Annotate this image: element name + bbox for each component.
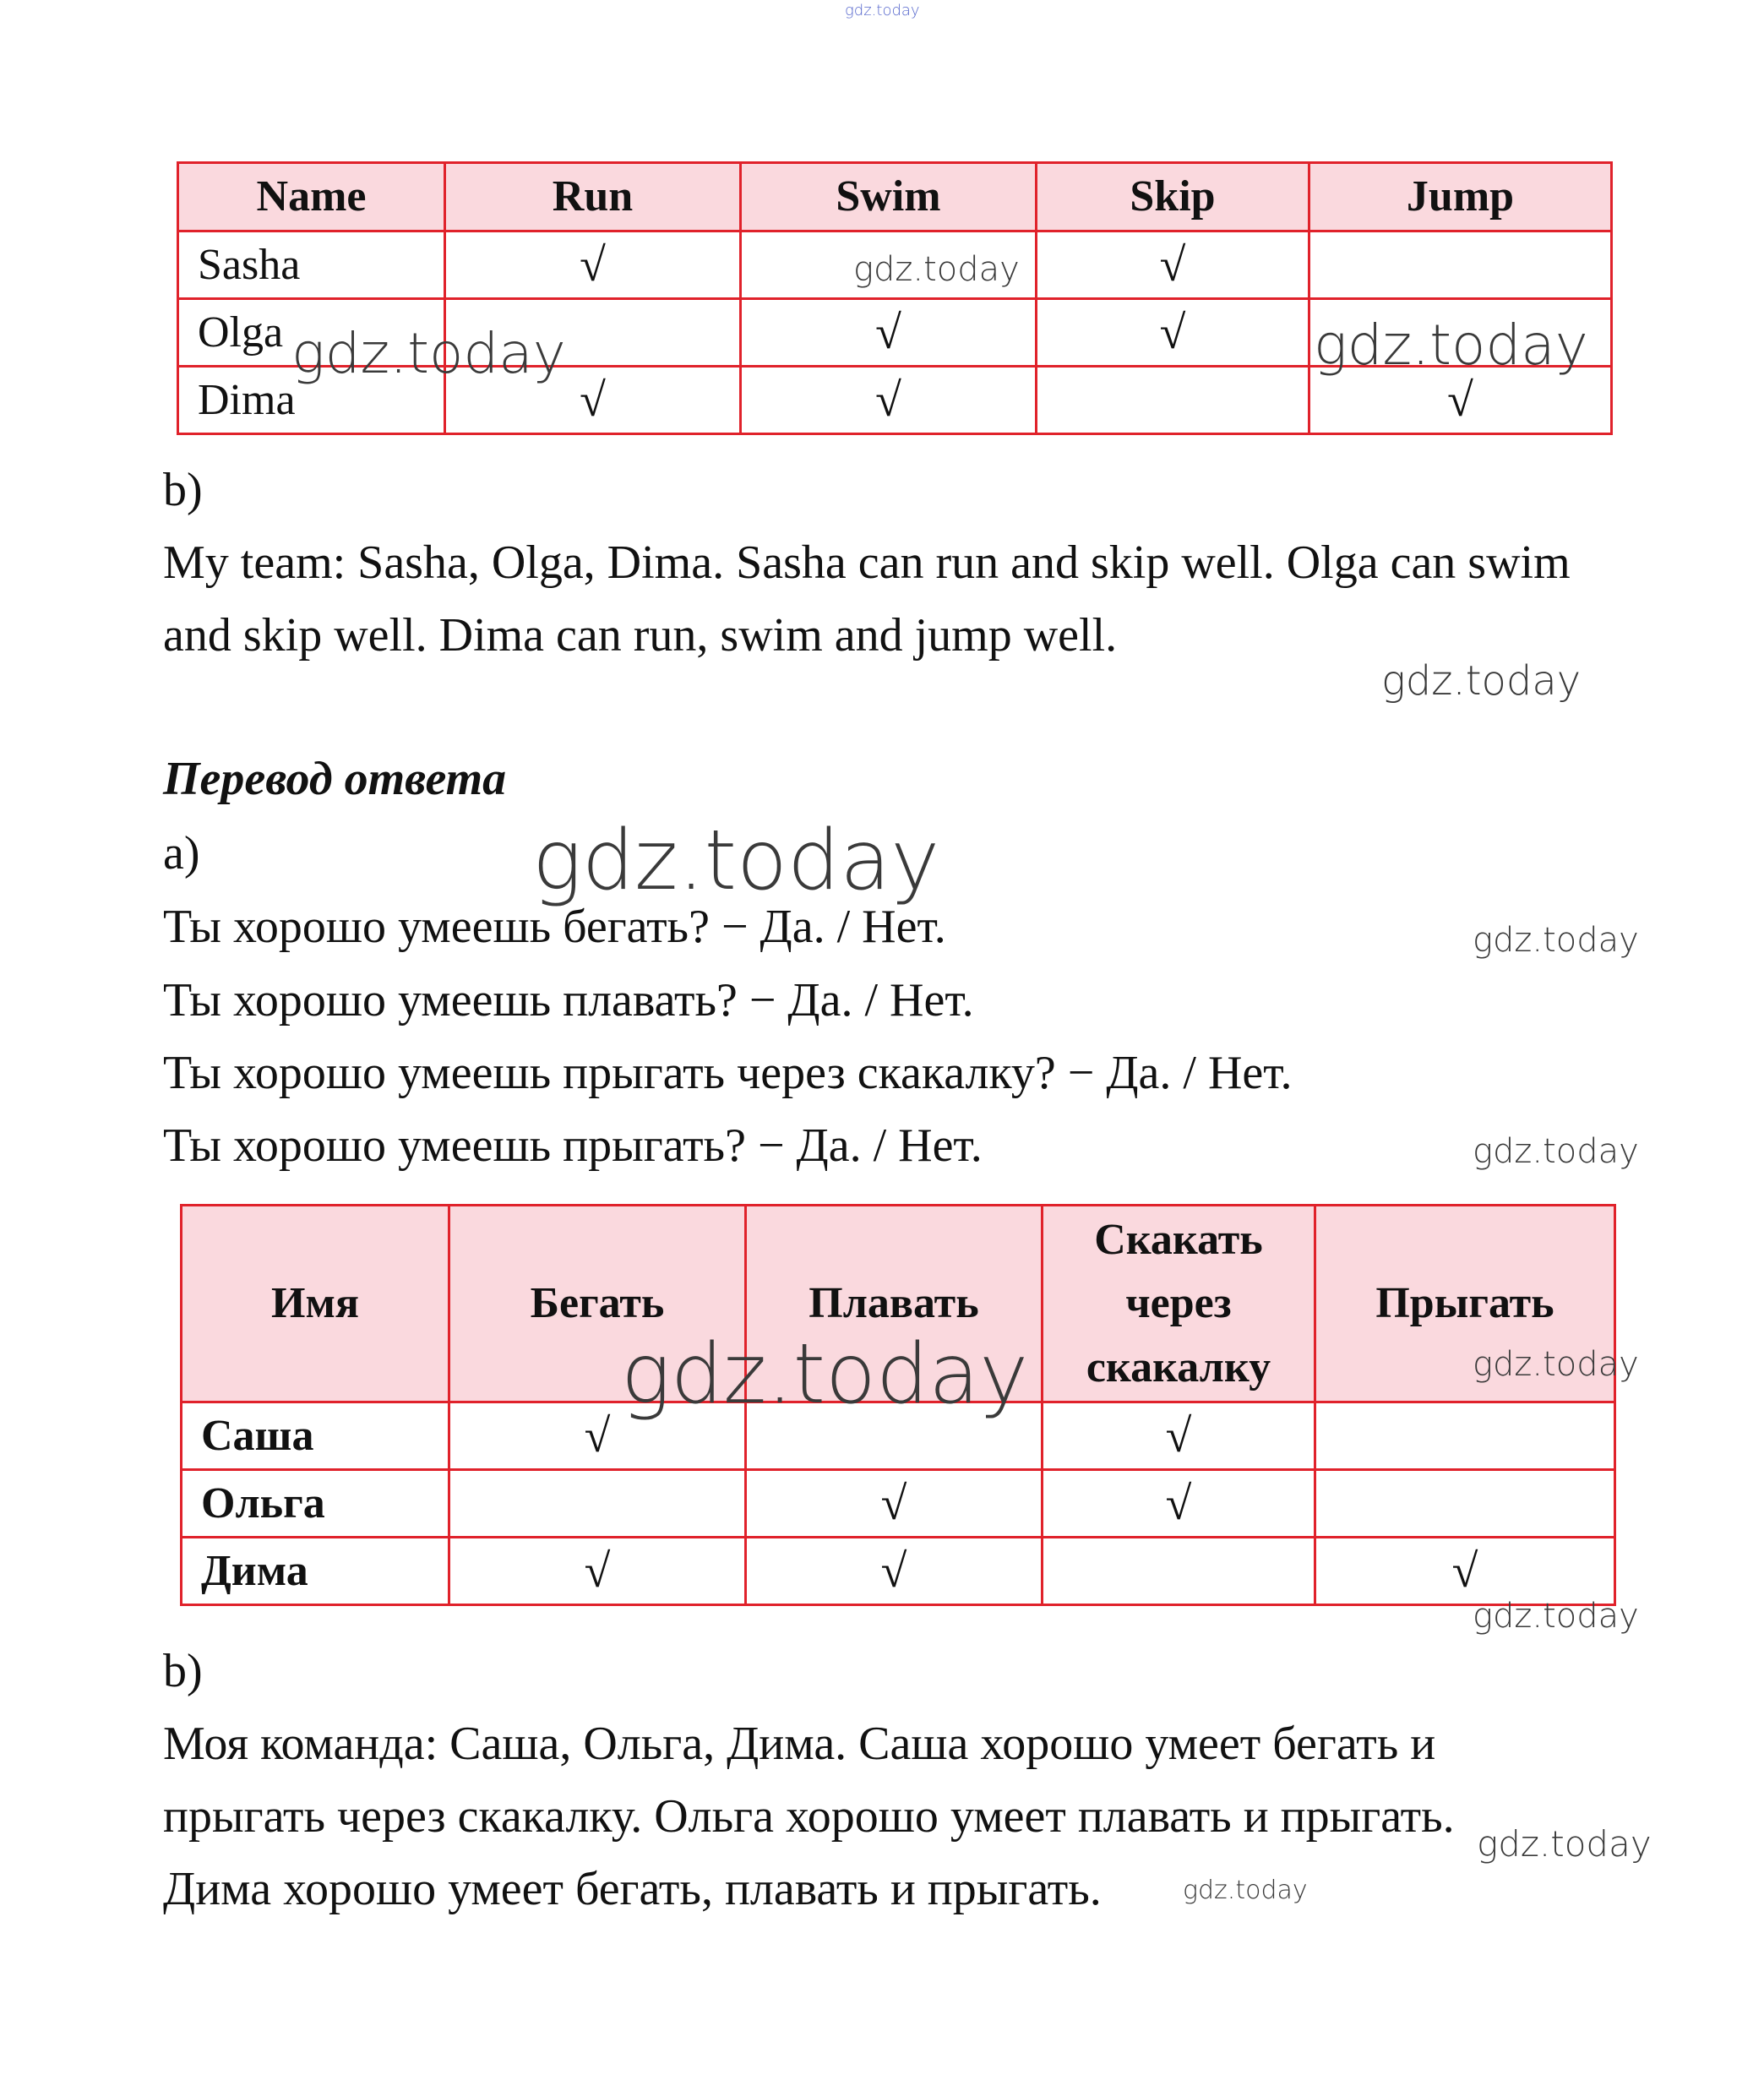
translation-heading: Перевод ответа [163, 753, 507, 805]
check-mark: √ [746, 1470, 1043, 1538]
header-run: Run [445, 163, 741, 231]
header-name: Name [178, 163, 445, 231]
question-line: Ты хорошо умеешь бегать? − Да. / Нет. [163, 901, 946, 953]
check-mark: √ [1037, 231, 1309, 299]
watermark: gdz.today [291, 321, 566, 386]
question-line: Ты хорошо умеешь прыгать через скакалку? − Да. / Нет. [163, 1047, 1293, 1099]
watermark: gdz.today [1314, 313, 1588, 378]
row-name: Ольга [182, 1470, 449, 1538]
part-b-text-line2: and skip well. Dima can run, swim and jump well. [163, 609, 1118, 662]
abilities-table-en [177, 161, 1613, 435]
part-b-ru-line1: Моя команда: Саша, Ольга, Дима. Саша хорошо умеет бегать и [163, 1718, 1436, 1770]
question-line: Ты хорошо умеешь прыгать? − Да. / Нет. [163, 1119, 983, 1172]
watermark: gdz.today [1183, 1876, 1308, 1905]
check-mark: √ [1315, 1538, 1615, 1605]
header-swim: Плавать [746, 1206, 1043, 1402]
header-name: Имя [182, 1206, 449, 1402]
question-line: Ты хорошо умеешь плавать? − Да. / Нет. [163, 974, 974, 1026]
header-run: Бегать [449, 1206, 746, 1402]
check-mark: √ [741, 367, 1037, 434]
check-mark: √ [445, 231, 741, 299]
check-mark [1315, 1402, 1615, 1470]
part-b-text-line1: My team: Sasha, Olga, Dima. Sasha can run and skip well. Olga can swim [163, 536, 1571, 589]
header-jump: Прыгать [1315, 1206, 1615, 1402]
check-mark: √ [449, 1538, 746, 1605]
check-mark [449, 1470, 746, 1538]
check-mark [1309, 231, 1612, 299]
check-mark: √ [1037, 299, 1309, 367]
row-name: Dima [178, 367, 445, 434]
watermark: gdz.today [1477, 1823, 1652, 1865]
watermark: gdz.today [1473, 921, 1639, 960]
watermark-top: gdz.today [845, 2, 920, 19]
table-row [182, 1538, 1615, 1605]
watermark: gdz.today [621, 1326, 1029, 1423]
header-skip: Skip [1037, 163, 1309, 231]
header-jump: Jump [1309, 163, 1612, 231]
part-b-label: b) [163, 464, 203, 516]
watermark: gdz.today [1381, 657, 1582, 705]
row-name: Sasha [178, 231, 445, 299]
part-b-ru-line3: Дима хорошо умеет бегать, плавать и прыгать. [163, 1863, 1102, 1915]
header-skip-line3: скакалку [1086, 1342, 1271, 1391]
row-name: Olga [178, 299, 445, 367]
header-swim: Swim [741, 163, 1037, 231]
header-skip-line1: Скакать [1094, 1215, 1263, 1264]
watermark: gdz.today [1473, 1597, 1639, 1636]
row-name: Дима [182, 1538, 449, 1605]
check-mark [1043, 1538, 1315, 1605]
check-mark: √ [741, 299, 1037, 367]
check-mark: √ [1043, 1470, 1315, 1538]
table-row [182, 1470, 1615, 1538]
watermark: gdz.today [1473, 1345, 1639, 1384]
check-mark: √ [445, 367, 741, 434]
check-mark: √ [746, 1538, 1043, 1605]
watermark: gdz.today [853, 250, 1020, 289]
part-b-ru-label: b) [163, 1645, 203, 1697]
header-skip-line2: через [1125, 1279, 1232, 1328]
check-mark: √ [1043, 1402, 1315, 1470]
watermark: gdz.today [1473, 1132, 1639, 1171]
header-skip-rope [1043, 1206, 1315, 1402]
watermark: gdz.today [532, 813, 940, 909]
part-b-ru-line2: прыгать через скакалку. Ольга хорошо умеет плавать и прыгать. [163, 1790, 1455, 1843]
check-mark: √ [449, 1402, 746, 1470]
check-mark: √ [1309, 367, 1612, 434]
row-name: Саша [182, 1402, 449, 1470]
check-mark [1037, 367, 1309, 434]
part-a-label: a) [163, 827, 200, 879]
check-mark [1315, 1470, 1615, 1538]
